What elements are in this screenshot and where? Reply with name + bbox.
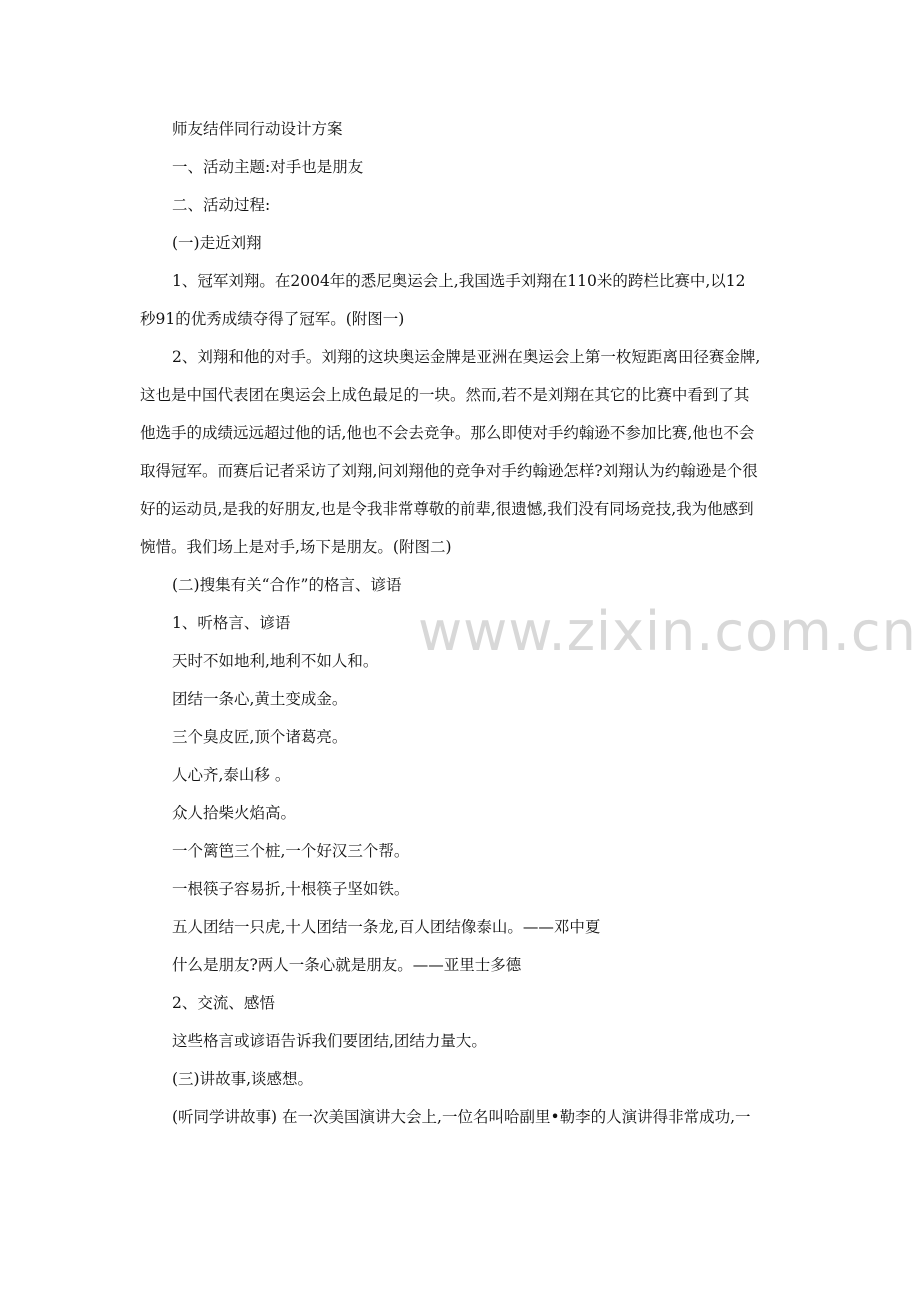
watermark: www.zixin.com.cn: [418, 600, 917, 663]
paragraph-line: 这也是中国代表团在奥运会上成色最足的一块。然而,若不是刘翔在其它的比赛中看到了其: [140, 386, 750, 404]
section-heading-process: 二、活动过程:: [172, 196, 271, 214]
quote-line: 五人团结一只虎,十人团结一条龙,百人团结像泰山。——邓中夏: [172, 918, 601, 936]
paragraph-line: 1、冠军刘翔。在2004年的悉尼奥运会上,我国选手刘翔在110米的跨栏比赛中,以12: [172, 272, 746, 290]
proverb-line: 人心齐,泰山移 。: [172, 766, 291, 784]
proverb-line: 一根筷子容易折,十根筷子坚如铁。: [172, 880, 410, 898]
proverb-line: 团结一条心,黄土变成金。: [172, 690, 348, 708]
paragraph-line: (听同学讲故事) 在一次美国演讲大会上,一位名叫哈副里•勒李的人演讲得非常成功,一: [172, 1108, 751, 1126]
proverb-line: 众人拾柴火焰高。: [172, 804, 297, 822]
paragraph-line: 2、刘翔和他的对手。刘翔的这块奥运金牌是亚洲在奥运会上第一枚短距离田径赛金牌,: [172, 348, 761, 366]
paragraph-line: 这些格言或谚语告诉我们要团结,团结力量大。: [172, 1032, 487, 1050]
proverb-line: 三个臭皮匠,顶个诸葛亮。: [172, 728, 348, 746]
paragraph-line: 他选手的成绩远远超过他的话,他也不会去竞争。那么即使对手约翰逊不参加比赛,他也不会: [140, 424, 755, 442]
paragraph-line: 惋惜。我们场上是对手,场下是朋友。(附图二): [140, 538, 452, 556]
section-heading-theme: 一、活动主题:对手也是朋友: [172, 158, 364, 176]
paragraph-line: 秒91的优秀成绩夺得了冠军。(附图一): [140, 310, 405, 328]
proverb-line: 一个篱笆三个桩,一个好汉三个帮。: [172, 842, 410, 860]
paragraph-line: 取得冠军。而赛后记者采访了刘翔,问刘翔他的竞争对手约翰逊怎样?刘翔认为约翰逊是个很: [140, 462, 758, 480]
document-title: 师友结伴同行动设计方案: [172, 120, 343, 138]
paragraph-line: 好的运动员,是我的好朋友,也是令我非常尊敬的前辈,很遗憾,我们没有同场竞技,我为他感到: [140, 500, 754, 518]
quote-line: 什么是朋友?两人一条心就是朋友。——亚里士多德: [172, 956, 522, 974]
subsection-heading-2: (二)搜集有关“合作”的格言、谚语: [172, 576, 402, 594]
proverb-line: 天时不如地利,地利不如人和。: [172, 652, 379, 670]
list-heading: 2、交流、感悟: [172, 994, 275, 1012]
subsection-heading-1: (一)走近刘翔: [172, 234, 262, 252]
subsection-heading-3: (三)讲故事,谈感想。: [172, 1070, 314, 1088]
list-heading: 1、听格言、谚语: [172, 614, 291, 632]
